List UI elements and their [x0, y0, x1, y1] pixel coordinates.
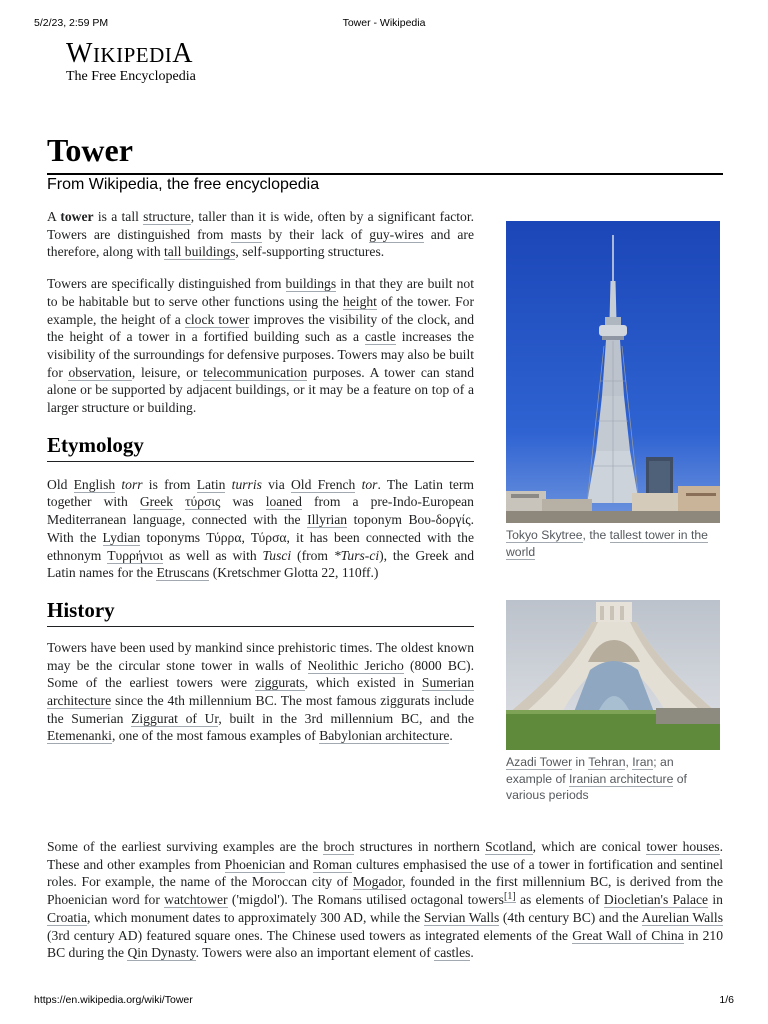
link-iran[interactable]: Iran	[632, 755, 654, 769]
print-page-number: 1/6	[719, 994, 734, 1006]
link-mogador[interactable]: Mogador	[352, 874, 403, 890]
link-great-wall-of-china[interactable]: Great Wall of China	[572, 927, 684, 943]
link-roman[interactable]: Roman	[312, 856, 353, 872]
link-observation[interactable]: observation	[68, 364, 132, 380]
wikipedia-wordmark: WIKIPEDIA	[66, 38, 193, 69]
link-qin-dynasty[interactable]: Qin Dynasty	[127, 945, 196, 961]
link-iranian-architecture[interactable]: Iranian architecture	[569, 771, 674, 786]
link-loaned[interactable]: loaned	[265, 494, 302, 510]
link-tokyo-skytree[interactable]: Tokyo Skytree	[506, 528, 583, 542]
print-datetime: 5/2/23, 2:59 PM	[34, 17, 109, 29]
link-croatia[interactable]: Croatia	[47, 909, 88, 925]
link-phoenician[interactable]: Phoenician	[224, 856, 286, 872]
reference-1[interactable]: [1]	[503, 890, 516, 902]
link-servian-walls[interactable]: Servian Walls	[423, 909, 500, 925]
wikipedia-tagline: The Free Encyclopedia	[66, 69, 196, 84]
history-paragraph-1: Towers have been used by mankind since prehistoric times. The oldest known may be the circular stone tower in walls of Neolithic Jericho (8000 BC). Some of the earliest towers were ziggurats, which existed in Sumerian architecture since the 4th millennium BC. The most famous ziggurats include the Sumerian Ziggurat of Ur, built in the 3rd millennium BC, and the Etemenanki, one of the most famous examples of Babylonian architecture.	[47, 639, 475, 744]
print-doc-title: Tower - Wikipedia	[342, 17, 426, 29]
etymology-paragraph: Old English torr is from Latin turris via Old French tor. The Latin term together with Greek τύρσις was loaned from a pre-Indo-European Mediterranean language, connected with the Illyrian toponym Βου-δοργίς. With the Lydian toponyms Τύρρα, Τύρσα, it has been connected with the ethnonym Τυρρήνιοι as well as with Tusci (from *Turs-ci), the Greek and Latin names for the Etruscans (Kretschmer Glotta 22, 110ff.)	[47, 476, 475, 581]
link-buildings[interactable]: buildings	[285, 276, 337, 292]
link-masts[interactable]: masts	[230, 226, 262, 242]
link-tallest-tower[interactable]: tallest tower in the world	[506, 528, 708, 559]
caption-azadi-tower: Azadi Tower in Tehran, Iran; an example of Iranian architecture of various periods	[506, 755, 687, 802]
link-height[interactable]: height	[342, 293, 377, 309]
page-title: Tower	[47, 132, 133, 168]
print-header	[34, 17, 734, 31]
link-greek[interactable]: Greek	[139, 494, 174, 510]
history-paragraph-2: Some of the earliest surviving examples are the broch structures in northern Scotland, which are conical tower houses. These and other examples from Phoenician and Roman cultures emphasised the use of a tower in fortification and sentinel roles. For example, the name of the Moroccan city of Mogador, founded in the first millennium BC, is derived from the Phoenician word for watchtower ('migdol'). The Romans utilised octagonal towers[1] as elements of Diocletian's Palace in Croatia, which monument dates to approximately 300 AD, while the Servian Walls (4th century BC) and the Aurelian Walls (3rd century AD) featured square ones. The Chinese used towers as integrated elements of the Great Wall of China in 210 BC during the Qin Dynasty. Towers were also an important element of castles.	[47, 839, 724, 961]
link-ziggurats[interactable]: ziggurats	[254, 675, 305, 691]
intro-paragraph-2: Towers are specifically distinguished from buildings in that they are built not to be habitable but to serve other functions using the height of the tower. For example, the height of a clock tower improves the visibility of the clock, and the height of a tower in a fortified building such as a castle increases the visibility of the surroundings for defensive purposes. Towers may also be built for observation, leisure, or telecommunication purposes. A tower can stand alone or be supported by adjacent buildings, or it may be a feature on top of a larger structure or building.	[47, 276, 475, 416]
tokyo-skytree-image[interactable]	[506, 221, 720, 523]
link-etemenanki[interactable]: Etemenanki	[47, 728, 112, 744]
link-scotland[interactable]: Scotland	[485, 839, 533, 854]
link-tehran[interactable]: Tehran	[588, 755, 626, 769]
link-azadi-tower[interactable]: Azadi Tower	[506, 755, 573, 769]
link-broch[interactable]: broch	[323, 839, 355, 854]
site-subtitle: From Wikipedia, the free encyclopedia	[47, 176, 320, 193]
link-tower-houses[interactable]: tower houses	[646, 839, 720, 854]
heading-history: History	[47, 596, 474, 627]
figure-tokyo-skytree	[506, 221, 720, 560]
heading-etymology: Etymology	[47, 431, 474, 462]
link-lydian[interactable]: Lydian	[102, 529, 141, 545]
azadi-tower-image[interactable]	[506, 600, 720, 750]
link-old-french[interactable]: Old French	[290, 476, 356, 492]
figure-azadi-tower	[506, 600, 720, 804]
print-url: https://en.wikipedia.org/wiki/Tower	[34, 994, 193, 1006]
print-footer	[34, 994, 734, 1008]
link-clock-tower[interactable]: clock tower	[184, 311, 250, 327]
link-structure[interactable]: structure	[143, 209, 191, 224]
link-castles[interactable]: castles	[434, 945, 471, 961]
link-babylonian-architecture[interactable]: Babylonian architecture	[319, 728, 450, 744]
link-sumerian-architecture[interactable]: Sumerian architecture	[47, 675, 475, 709]
link-castle[interactable]: castle	[364, 329, 396, 345]
intro-paragraph-1: A tower is a tall structure, taller than it is wide, often by a significant factor. Towers are distinguished from masts by their lack of guy-wires and are therefore, along with tall buildings, self-supporting structures.	[47, 209, 475, 260]
link-illyrian[interactable]: Illyrian	[307, 512, 348, 528]
caption-tokyo-skytree: Tokyo Skytree, the tallest tower in the world	[506, 528, 708, 559]
link-tyrsis[interactable]: τύρσις	[185, 494, 221, 510]
link-diocletians-palace[interactable]: Diocletian's Palace	[603, 892, 709, 908]
link-latin[interactable]: Latin	[196, 476, 226, 492]
link-tyrrhenioi[interactable]: Τυρρήνιοι	[107, 547, 164, 563]
link-etruscans[interactable]: Etruscans	[156, 565, 210, 581]
link-english[interactable]: English	[73, 476, 116, 492]
link-watchtower[interactable]: watchtower	[164, 892, 228, 908]
link-ziggurat-of-ur[interactable]: Ziggurat of Ur	[131, 710, 219, 726]
link-tall-buildings[interactable]: tall buildings	[164, 244, 236, 260]
link-neolithic-jericho[interactable]: Neolithic Jericho	[307, 657, 404, 673]
link-telecommunication[interactable]: telecommunication	[203, 364, 308, 380]
article-body	[47, 208, 474, 759]
link-guy-wires[interactable]: guy-wires	[369, 226, 424, 242]
link-aurelian-walls[interactable]: Aurelian Walls	[641, 909, 723, 925]
wikipedia-logo[interactable]	[66, 40, 196, 85]
